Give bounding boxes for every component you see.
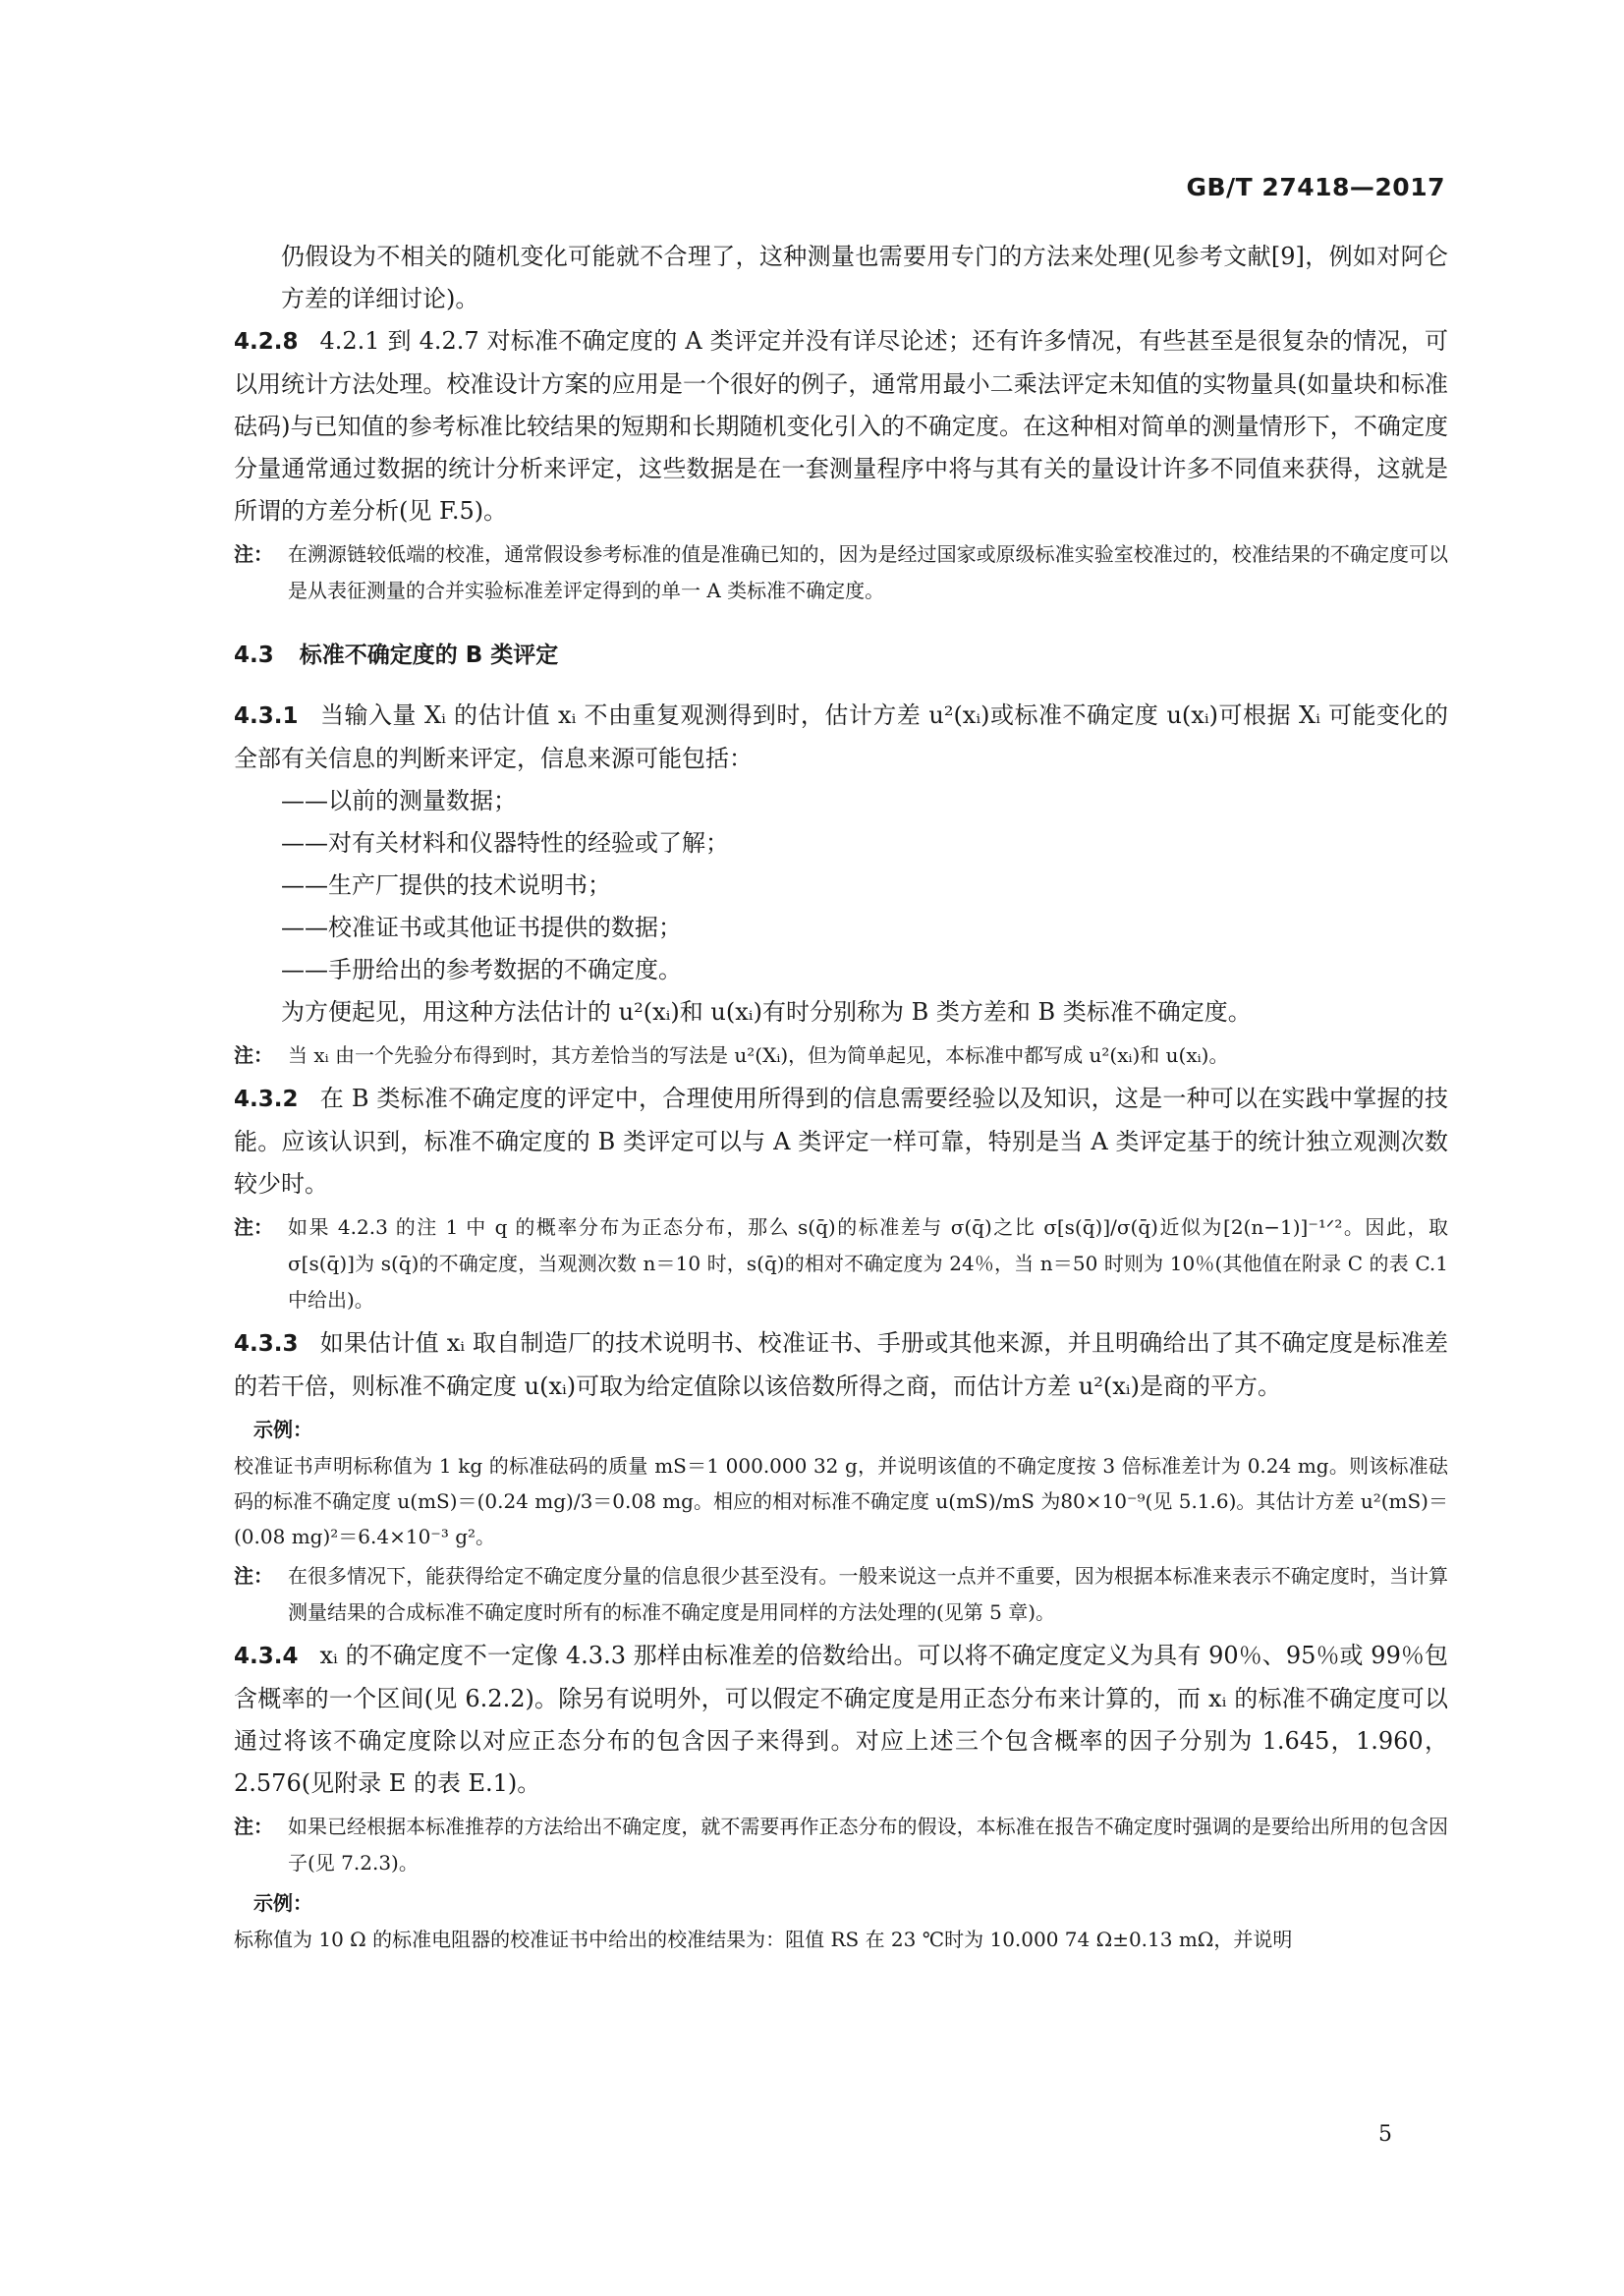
clause-text: 当输入量 Xᵢ 的估计值 xᵢ 不由重复观测得到时，估计方差 u²(xᵢ)或标准不确定度 u(xᵢ)可根据 Xᵢ 可能变化的全部有关信息的判断来评定，信息来源可能包括： (234, 701, 1448, 772)
example-text: 标称值为 10 Ω 的标准电阻器的校准证书中给出的校准结果为：阻值 RS 在 23 ℃时为 10.000 74 Ω±0.13 mΩ，并说明 (234, 1928, 1293, 1951)
list-item: ——校准证书或其他证书提供的数据； (281, 914, 682, 941)
list-item: ——对有关材料和仪器特性的经验或了解； (281, 829, 729, 857)
note-text: 在很多情况下，能获得给定不确定度分量的信息很少甚至没有。一般来说这一点并不重要，因为根据本标准来表示不确定度时，当计算测量结果的合成标准不确定度时所有的标准不确定度是用同样的方法处理的(见第 5 章)。 (288, 1564, 1448, 1624)
note-label: 注： (234, 1564, 273, 1588)
example-label: 示例： (253, 1418, 312, 1441)
note (234, 1558, 1448, 1631)
clause-number: 4.3.1 (234, 703, 299, 729)
list-item: ——手册给出的参考数据的不确定度。 (281, 956, 682, 983)
list-item: ——生产厂提供的技术说明书； (281, 871, 611, 899)
clause-text: 在 B 类标准不确定度的评定中，合理使用所得到的信息需要经验以及知识，这是一种可以在实践中掌握的技能。应该认识到，标准不确定度的 B 类评定可以与 A 类评定一样可靠，特别是当 A 类评定基于的统计独立观测次数较少时。 (234, 1085, 1448, 1198)
clause-4-3-3 (234, 1322, 1448, 1408)
clause-text: 如果估计值 xᵢ 取自制造厂的技术说明书、校准证书、手册或其他来源，并且明确给出了其不确定度是标准差的若干倍，则标准不确定度 u(xᵢ)可取为给定值除以该倍数所得之商，而估计方差 u²(xᵢ)是商的平方。 (234, 1329, 1448, 1400)
note-label: 注： (234, 1815, 273, 1838)
note-text: 当 xᵢ 由一个先验分布得到时，其方差恰当的写法是 u²(Xᵢ)，但为简单起见，本标准中都写成 u²(xᵢ)和 u(xᵢ)。 (288, 1043, 1229, 1067)
clause-4-3-2 (234, 1078, 1448, 1205)
page-body (234, 236, 1448, 1957)
section-heading (234, 637, 1448, 669)
paragraph-continued: 仍假设为不相关的随机变化可能就不合理了，这种测量也需要用专门的方法来处理(见参考文献[9]，例如对阿仑方差的详细讨论)。 (281, 243, 1448, 312)
note-text: 如果已经根据本标准推荐的方法给出不确定度，就不需要再作正态分布的假设，本标准在报告不确定度时强调的是要给出所用的包含因子(见 7.2.3)。 (288, 1815, 1448, 1875)
clause-number: 4.3.3 (234, 1331, 299, 1357)
note-text: 如果 4.2.3 的注 1 中 q 的概率分布为正态分布，那么 s(q̄)的标准差与 σ(q̄)之比 σ[s(q̄)]/σ(q̄)近似为[2(n−1)]⁻¹ᐟ²。因此，取 σ[s(q̄)]为 s(q̄)的不确定度，当观测次数 n＝10 时，s(q̄)的相对不确定度为 24％，当 n＝50 时则为 10％(其他值在附录 C 的表 C.1 中给出)。 (288, 1215, 1448, 1312)
note (234, 1209, 1448, 1318)
example-label: 示例： (253, 1891, 312, 1915)
note (234, 1809, 1448, 1881)
clause-number: 4.3.4 (234, 1644, 299, 1669)
section-number: 4.3 (234, 643, 274, 668)
section-title: 标准不确定度的 B 类评定 (299, 643, 559, 668)
note-label: 注： (234, 542, 273, 566)
note-label: 注： (234, 1215, 273, 1239)
clause-4-3-1 (234, 695, 1448, 780)
note-text: 在溯源链较低端的校准，通常假设参考标准的值是准确已知的，因为是经过国家或原级标准实验室校准过的，校准结果的不确定度可以是从表征测量的合并实验标准差评定得到的单一 A 类标准不确定度。 (288, 542, 1448, 602)
note (234, 1037, 1448, 1074)
clause-4-2-8 (234, 320, 1448, 532)
standard-code: GB/T 27418—2017 (1186, 173, 1445, 201)
clause-4-3-4 (234, 1635, 1448, 1805)
note-label: 注： (234, 1043, 273, 1067)
clause-number: 4.2.8 (234, 329, 299, 355)
clause-text: 4.2.1 到 4.2.7 对标准不确定度的 A 类评定并没有详尽论述；还有许多情况，有些甚至是很复杂的情况，可以用统计方法处理。校准设计方案的应用是一个很好的例子，通常用最小二乘法评定未知值的实物量具(如量块和标准砝码)与已知值的参考标准比较结果的短期和长期随机变化引入的不确定度。在这种相对简单的测量情形下，不确定度分量通常通过数据的统计分析来评定，这些数据是在一套测量程序中将与其有关的量设计许多不同值来获得，这就是所谓的方差分析(见 F.5)。 (234, 327, 1449, 525)
clause-number: 4.3.2 (234, 1087, 299, 1112)
list-item: ——以前的测量数据； (281, 787, 517, 814)
page-number: 5 (1378, 2122, 1392, 2147)
note (234, 536, 1448, 609)
example-text: 校准证书声明标称值为 1 kg 的标准砝码的质量 mS＝1 000.000 32 g，并说明该值的不确定度按 3 倍标准差计为 0.24 mg。则该标准砝码的标准不确定度 u(mS)＝(0.24 mg)/3＝0.08 mg。相应的相对标准不确定度 u(mS)/mS 为80×10⁻⁹(见 5.1.6)。其估计方差 u²(mS)＝(0.08 mg)²＝6.4×10⁻³ g²。 (234, 1454, 1448, 1548)
paragraph: 为方便起见，用这种方法估计的 u²(xᵢ)和 u(xᵢ)有时分别称为 B 类方差和 B 类标准不确定度。 (281, 998, 1252, 1026)
clause-text: xᵢ 的不确定度不一定像 4.3.3 那样由标准差的倍数给出。可以将不确定度定义为具有 90％、95％或 99％包含概率的一个区间(见 6.2.2)。除另有说明外，可以假定不确定度是用正态分布来计算的，而 xᵢ 的标准不确定度可以通过将该不确定度除以对应正态分布的包含因子来得到。对应上述三个包含概率的因子分别为 1.645，1.960，2.576(见附录 E 的表 E.1)。 (234, 1642, 1448, 1797)
